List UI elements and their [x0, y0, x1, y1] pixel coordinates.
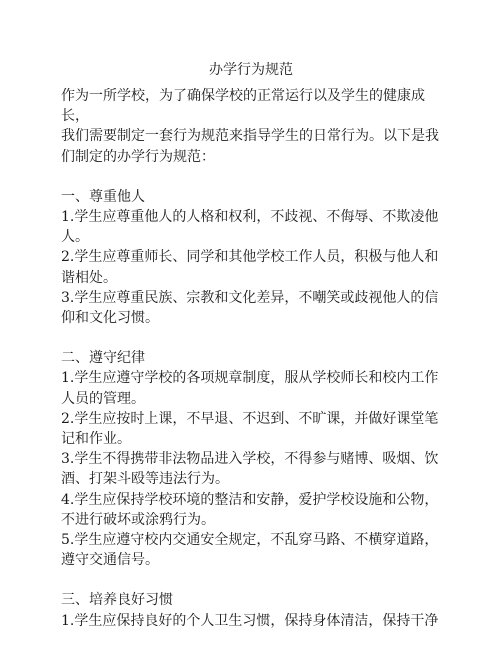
list-item-line: 2.学生应尊重师长、同学和其他学校工作人员，积极与他人和	[61, 249, 439, 266]
list-item-line: 3.学生应尊重民族、宗教和文化差异，不嘲笑或歧视他人的信	[61, 289, 439, 306]
list-item-line: 3.学生不得携带非法物品进入学校，不得参与赌博、吸烟、饮	[61, 451, 439, 468]
intro-line: 们制定的办学行为规范：	[61, 148, 215, 165]
section-heading: 二、遵守纪律	[61, 350, 145, 367]
list-item-line: 2.学生应按时上课，不早退、不迟到、不旷课，并做好课堂笔	[61, 410, 439, 427]
list-item-line: 4.学生应保持学校环境的整洁和安静，爱护学校设施和公物，	[61, 491, 439, 508]
list-item-line: 人。	[61, 229, 89, 246]
list-item-line: 人员的管理。	[61, 390, 145, 407]
list-item-line: 1.学生应保持良好的个人卫生习惯，保持身体清洁，保持干净	[61, 612, 439, 629]
list-item-line: 记和作业。	[61, 431, 131, 448]
section-heading: 一、尊重他人	[61, 188, 145, 205]
list-item-line: 谐相处。	[61, 269, 117, 286]
list-item-line: 酒、打架斗殴等违法行为。	[61, 471, 229, 488]
list-item-line: 5.学生应遵守校内交通安全规定，不乱穿马路、不横穿道路，	[61, 532, 439, 549]
intro-line: 我们需要制定一套行为规范来指导学生的日常行为。以下是我	[61, 128, 439, 145]
list-item-line: 仰和文化习惯。	[61, 310, 159, 327]
document-title: 办学行为规范	[209, 62, 293, 78]
document-body	[61, 86, 443, 631]
list-item-line: 遵守交通信号。	[61, 552, 159, 569]
list-item-line: 不进行破坏或涂鸦行为。	[61, 511, 215, 528]
list-item-line: 1.学生应尊重他人的人格和权利，不歧视、不侮辱、不欺凌他	[61, 209, 439, 226]
list-item-line: 1.学生应遵守学校的各项规章制度，服从学校师长和校内工作	[61, 370, 439, 387]
section-heading: 三、培养良好习惯	[61, 592, 173, 609]
intro-line: 作为一所学校，为了确保学校的正常运行以及学生的健康成长，	[61, 88, 425, 125]
